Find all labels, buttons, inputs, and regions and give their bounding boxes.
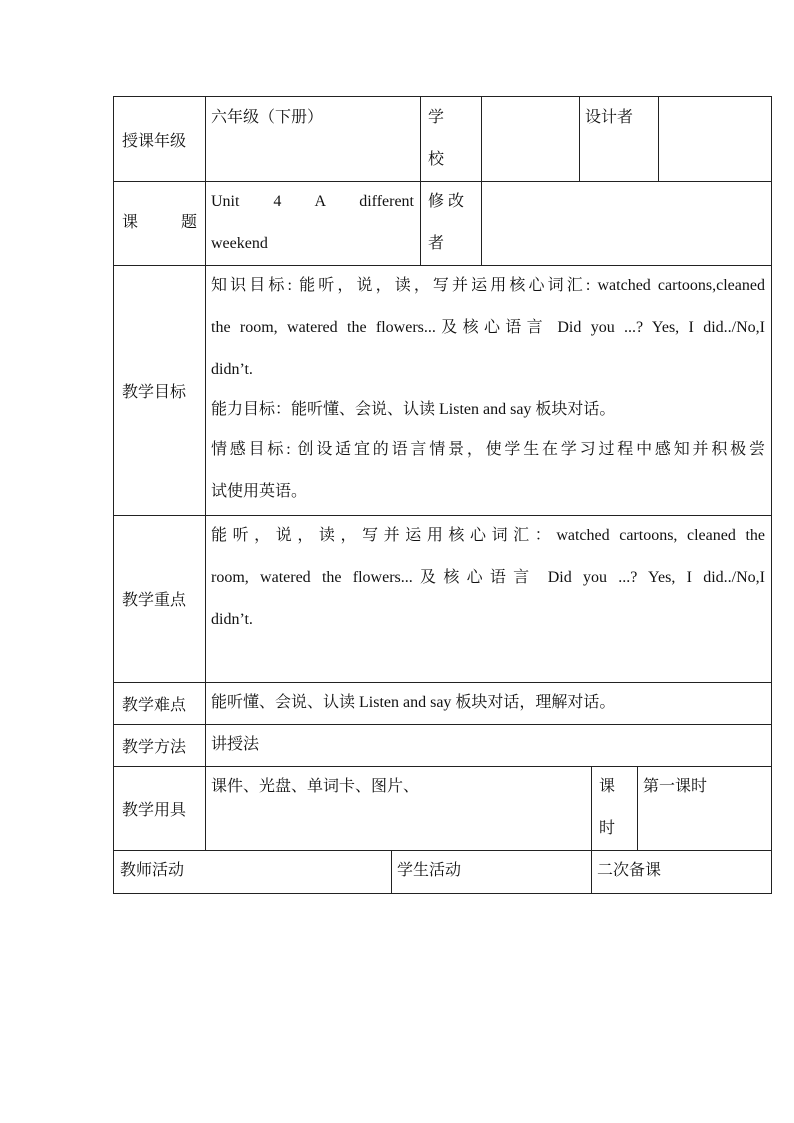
objectives-line: 能力目标：能听懂、会说、认读 Listen and say 板块对话。 [211,401,616,418]
student-activity-header [391,850,592,894]
teacher-activity-text: 教师活动 [120,862,185,879]
key-points-content [205,515,772,683]
difficulties-label-text: 教学难点 [122,696,187,714]
tools-content [205,766,592,851]
method-text: 讲授法 [211,736,260,753]
school-label-line1: 学 [428,109,445,126]
objectives-line: didn’t. [211,361,253,378]
objectives-content [205,265,772,516]
tools-label-text: 教学用具 [122,801,187,819]
topic-value-line2: weekend [211,235,268,252]
grade-label-text: 授课年级 [122,132,187,150]
objectives-line: the room, watered the flowers...及核心语言 Did you ...? Yes, I did../No,I [211,319,765,336]
key-points-line: room, watered the flowers...及核心语言 Did you ...? Yes, I did../No,I [211,569,765,586]
difficulties-content [205,682,772,725]
difficulties-label [114,682,206,725]
topic-label-part2: 题 [180,214,197,231]
key-points-line: didn’t. [211,611,253,628]
key-points-line: 能听，说，读，写并运用核心词汇：watched cartoons, cleaned the [211,527,765,544]
designer-label [579,97,659,182]
designer-value [658,97,772,182]
designer-label-text: 设计者 [585,109,634,126]
lesson-plan-table [113,96,772,894]
topic-label-part1: 课 [122,214,139,231]
method-label-text: 教学方法 [122,738,187,756]
school-value [481,97,580,182]
grade-value [205,97,421,182]
tools-text: 课件、光盘、单词卡、图片、 [211,778,420,795]
topic-value [205,181,421,266]
key-points-label [114,515,206,683]
period-label-line2: 时 [599,820,616,837]
student-activity-text: 学生活动 [397,862,462,879]
topic-label [114,181,206,266]
period-label [591,766,638,851]
objectives-label [114,265,206,516]
key-points-label-text: 教学重点 [122,592,187,609]
grade-value-text: 六年级（下册） [211,109,324,126]
editor-label-line2: 者 [428,235,445,252]
difficulties-text: 能听懂、会说、认读 Listen and say 板块对话，理解对话。 [211,694,616,711]
editor-label [420,181,482,266]
teacher-activity-header [114,850,392,894]
second-prep-header [591,850,772,894]
editor-value [481,181,772,266]
objectives-label-text: 教学目标 [122,383,187,401]
period-label-line1: 课 [599,778,616,795]
period-value [637,766,772,851]
school-label [420,97,482,182]
grade-label [114,97,206,182]
objectives-line: 情感目标: 创设适宜的语言情景，使学生在学习过程中感知并积极尝 [211,441,765,458]
school-label-line2: 校 [428,151,445,168]
second-prep-text: 二次备课 [597,862,662,879]
method-content [205,724,772,767]
period-value-text: 第一课时 [643,778,708,795]
topic-value-line1: Unit 4 A different [211,193,414,210]
tools-label [114,766,206,851]
objectives-line: 知识目标: 能听，说，读，写并运用核心词汇: watched cartoons,cleaned [211,277,765,294]
objectives-line: 试使用英语。 [211,483,308,500]
editor-label-line1: 修 改 [428,193,465,210]
method-label [114,724,206,767]
